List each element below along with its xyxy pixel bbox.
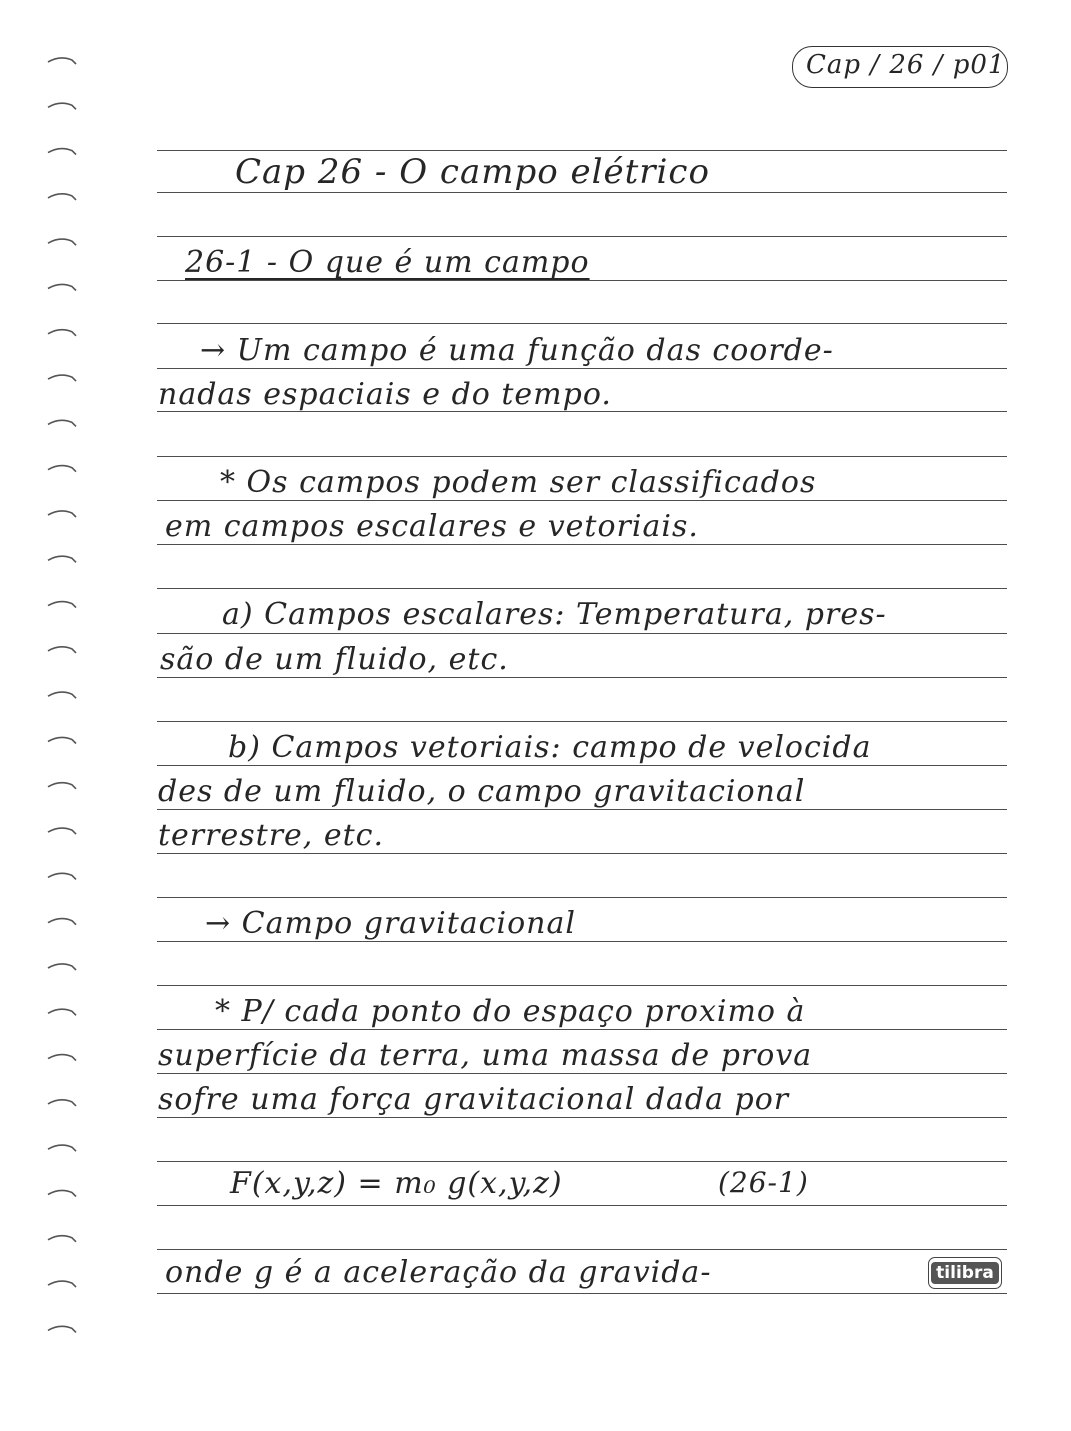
spiral-hole-mark	[48, 466, 76, 472]
equation: F(x,y,z) = m₀ g(x,y,z)	[230, 1166, 563, 1201]
spiral-hole-mark	[48, 1009, 76, 1015]
ruled-line	[157, 150, 1007, 151]
spiral-hole-mark	[48, 58, 76, 64]
ruled-line	[157, 765, 1007, 766]
spiral-hole-mark	[48, 647, 76, 653]
ruled-line	[157, 1249, 1007, 1250]
spiral-hole-mark	[48, 1281, 76, 1287]
spiral-hole-mark	[48, 284, 76, 290]
ruled-line	[157, 1117, 1007, 1118]
spiral-hole-mark	[48, 511, 76, 517]
note-line: * Os campos podem ser classificados	[220, 465, 817, 500]
ruled-line	[157, 633, 1007, 634]
note-line: des de um fluido, o campo gravitacional	[158, 774, 806, 809]
spiral-hole-mark	[48, 919, 76, 925]
ruled-line	[157, 1205, 1007, 1206]
spiral-hole-mark	[48, 1145, 76, 1151]
ruled-line	[157, 456, 1007, 457]
note-line: em campos escalares e vetoriais.	[165, 509, 699, 544]
spiral-hole-mark	[48, 1055, 76, 1061]
section-heading: 26-1 - O que é um campo	[185, 245, 590, 280]
ruled-line	[157, 1293, 1007, 1294]
spiral-hole-mark	[48, 556, 76, 562]
ruled-line	[157, 1073, 1007, 1074]
spiral-hole-mark	[48, 737, 76, 743]
note-line: terrestre, etc.	[158, 818, 385, 853]
note-line: onde g é a aceleração da gravida-	[165, 1255, 712, 1290]
spiral-hole-mark	[48, 1100, 76, 1106]
page-tag: Cap / 26 / p01	[806, 50, 1006, 80]
ruled-line	[157, 1161, 1007, 1162]
ruled-line	[157, 323, 1007, 324]
spiral-hole-mark	[48, 1236, 76, 1242]
spiral-hole-mark	[48, 1190, 76, 1196]
note-line: são de um fluido, etc.	[160, 642, 509, 677]
spiral-hole-mark	[48, 194, 76, 200]
ruled-line	[157, 897, 1007, 898]
ruled-line	[157, 985, 1007, 986]
chapter-title: Cap 26 - O campo elétrico	[235, 152, 710, 192]
equation-number: (26-1)	[718, 1166, 809, 1199]
spiral-binding	[0, 0, 100, 1431]
spiral-hole-mark	[48, 420, 76, 426]
spiral-hole-mark	[48, 149, 76, 155]
spiral-hole-mark	[48, 828, 76, 834]
note-line: nadas espaciais e do tempo.	[158, 377, 612, 412]
spiral-hole-mark	[48, 692, 76, 698]
spiral-hole-mark	[48, 873, 76, 879]
spiral-hole-mark	[48, 239, 76, 245]
ruled-line	[157, 941, 1007, 942]
note-line: * P/ cada ponto do espaço proximo à	[215, 994, 806, 1029]
note-line: → Campo gravitacional	[205, 906, 576, 941]
ruled-line	[157, 368, 1007, 369]
spiral-hole-mark	[48, 103, 76, 109]
ruled-line	[157, 236, 1007, 237]
note-line: → Um campo é uma função das coorde-	[200, 333, 834, 368]
brand-label: tilibra	[931, 1262, 999, 1284]
spiral-hole-mark	[48, 964, 76, 970]
ruled-line	[157, 853, 1007, 854]
ruled-line	[157, 809, 1007, 810]
spiral-hole-mark	[48, 375, 76, 381]
ruled-line	[157, 280, 1007, 281]
tilibra-logo	[928, 1257, 1002, 1289]
ruled-line	[157, 500, 1007, 501]
note-line: superfície da terra, uma massa de prova	[158, 1038, 813, 1073]
note-line: b) Campos vetoriais: campo de velocida	[228, 730, 872, 765]
spiral-hole-mark	[48, 1326, 76, 1332]
ruled-line	[157, 192, 1007, 193]
spiral-hole-mark	[48, 783, 76, 789]
ruled-line	[157, 588, 1007, 589]
spiral-hole-mark	[48, 330, 76, 336]
ruled-line	[157, 1029, 1007, 1030]
note-line: sofre uma força gravitacional dada por	[158, 1082, 790, 1117]
ruled-line	[157, 721, 1007, 722]
spiral-hole-mark	[48, 602, 76, 608]
ruled-line	[157, 677, 1007, 678]
ruled-line	[157, 544, 1007, 545]
note-line: a) Campos escalares: Temperatura, pres-	[222, 597, 887, 632]
